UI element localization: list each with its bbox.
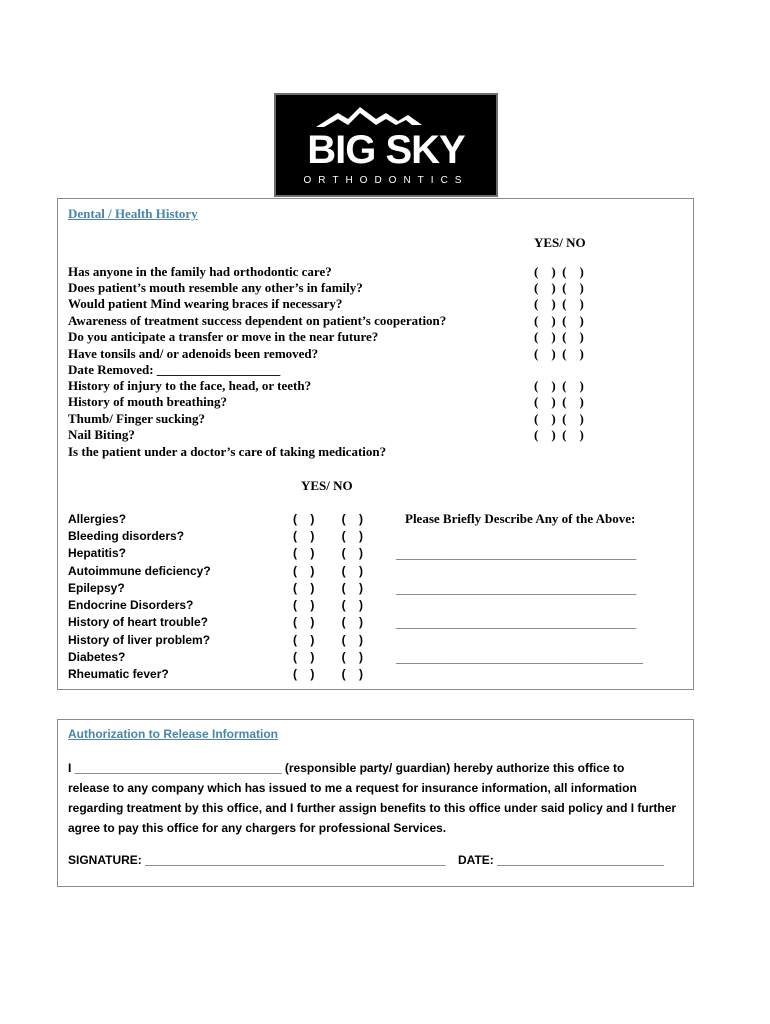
describe-line-1[interactable]: ____________________________________ [396, 547, 637, 561]
yes-no-checkbox-pair[interactable] [293, 666, 363, 683]
yes-no-checkbox-pair[interactable] [293, 580, 363, 597]
yes-no-checkbox-pair[interactable]: ( ) ( ) [534, 264, 584, 279]
question-transfer-move: Do you anticipate a transfer or move in the near future? [68, 329, 379, 344]
describe-line-2[interactable]: ____________________________________ [396, 582, 637, 596]
question-mouth-resemble: Does patient’s mouth resemble any other’s in family? [68, 280, 363, 295]
question-mouth-breathing: History of mouth breathing? [68, 394, 228, 409]
question-injury-history: History of injury to the face, head, or teeth? [68, 378, 312, 393]
yes-no-checkbox-pair[interactable]: ( ) ( ) [534, 394, 584, 409]
yes-no-checkbox-pair[interactable]: ( ) ( ) [534, 411, 584, 426]
big-sky-logo [274, 93, 498, 197]
authorization-title: Authorization to Release Information [68, 727, 279, 741]
question-thumb-sucking: Thumb/ Finger sucking? [68, 411, 206, 426]
yes-no-checkbox-pair[interactable] [293, 614, 363, 631]
authorization-line-1: I _______________________________ (responsible party/ guardian) hereby authorize this office to [68, 761, 625, 775]
yes-no-checkbox-pair[interactable]: ( ) ( ) [534, 329, 584, 344]
mountain-logo-mark [276, 95, 496, 195]
describe-line-3[interactable]: ____________________________________ [396, 616, 637, 630]
condition-bleeding: Bleeding disorders? [68, 529, 185, 543]
yes-no-checkbox-pair[interactable]: ( ) ( ) [534, 346, 584, 361]
describe-line-4[interactable]: _____________________________________ [396, 651, 643, 665]
question-nail-biting: Nail Biting? [68, 427, 135, 442]
logo-brand-text: BIG SKY [307, 128, 465, 172]
yes-no-checkbox-pair[interactable] [293, 632, 363, 649]
yes-no-checkbox-pair[interactable]: ( ) ( ) [534, 296, 584, 311]
question-tonsils-adenoids: Have tonsils and/ or adenoids been removed? [68, 346, 319, 361]
yes-no-checkbox-pair[interactable] [293, 545, 363, 562]
question-family-orthodontic: Has anyone in the family had orthodontic care? [68, 264, 332, 279]
condition-diabetes: Diabetes? [68, 650, 126, 664]
yes-no-checkbox-pair[interactable] [293, 511, 363, 528]
yes-no-checkbox-pair[interactable]: ( ) ( ) [534, 280, 584, 295]
yes-no-checkbox-pair[interactable] [293, 649, 363, 666]
question-medication: Is the patient under a doctor’s care of taking medication? [68, 444, 387, 459]
describe-label: Please Briefly Describe Any of the Above: [405, 511, 636, 526]
question-awareness-cooperation: Awareness of treatment success dependent on patient’s cooperation? [68, 313, 447, 328]
question-mind-braces: Would patient Mind wearing braces if necessary? [68, 296, 343, 311]
yes-no-checkbox-pair[interactable] [293, 597, 363, 614]
yes-no-checkbox-pair[interactable]: ( ) ( ) [534, 378, 584, 393]
yes-no-checkbox-pair[interactable]: ( ) ( ) [534, 313, 584, 328]
health-history-title: Dental / Health History [68, 206, 198, 221]
condition-allergies: Allergies? [68, 512, 127, 526]
yes-no-checkbox-pair[interactable] [293, 563, 363, 580]
yes-no-checkbox-pair[interactable] [293, 528, 363, 545]
authorization-line-3: regarding treatment by this office, and I further assign benefits to this office under said policy and I further [68, 801, 677, 815]
logo-subtitle-text: ORTHODONTICS [303, 175, 469, 186]
date-removed-field[interactable]: Date Removed: ___________________ [68, 362, 281, 377]
yes-no-checkbox-pair[interactable]: ( ) ( ) [534, 427, 584, 442]
condition-hepatitis: Hepatitis? [68, 546, 127, 560]
signature-field[interactable]: SIGNATURE: _____________________________________________ [68, 853, 446, 867]
condition-endocrine: Endocrine Disorders? [68, 598, 194, 612]
date-field[interactable]: DATE: _________________________ [458, 853, 664, 867]
yes-no-header-2: YES/ NO [301, 478, 353, 493]
condition-rheumatic: Rheumatic fever? [68, 667, 169, 681]
condition-heart: History of heart trouble? [68, 615, 209, 629]
yes-no-header: YES/ NO [534, 235, 586, 250]
authorization-line-4: agree to pay this office for any chargers for professional Services. [68, 821, 447, 835]
condition-liver: History of liver problem? [68, 633, 211, 647]
condition-epilepsy: Epilepsy? [68, 581, 125, 595]
authorization-line-2: release to any company which has issued to me a request for insurance information, all information [68, 781, 637, 795]
condition-autoimmune: Autoimmune deficiency? [68, 564, 211, 578]
